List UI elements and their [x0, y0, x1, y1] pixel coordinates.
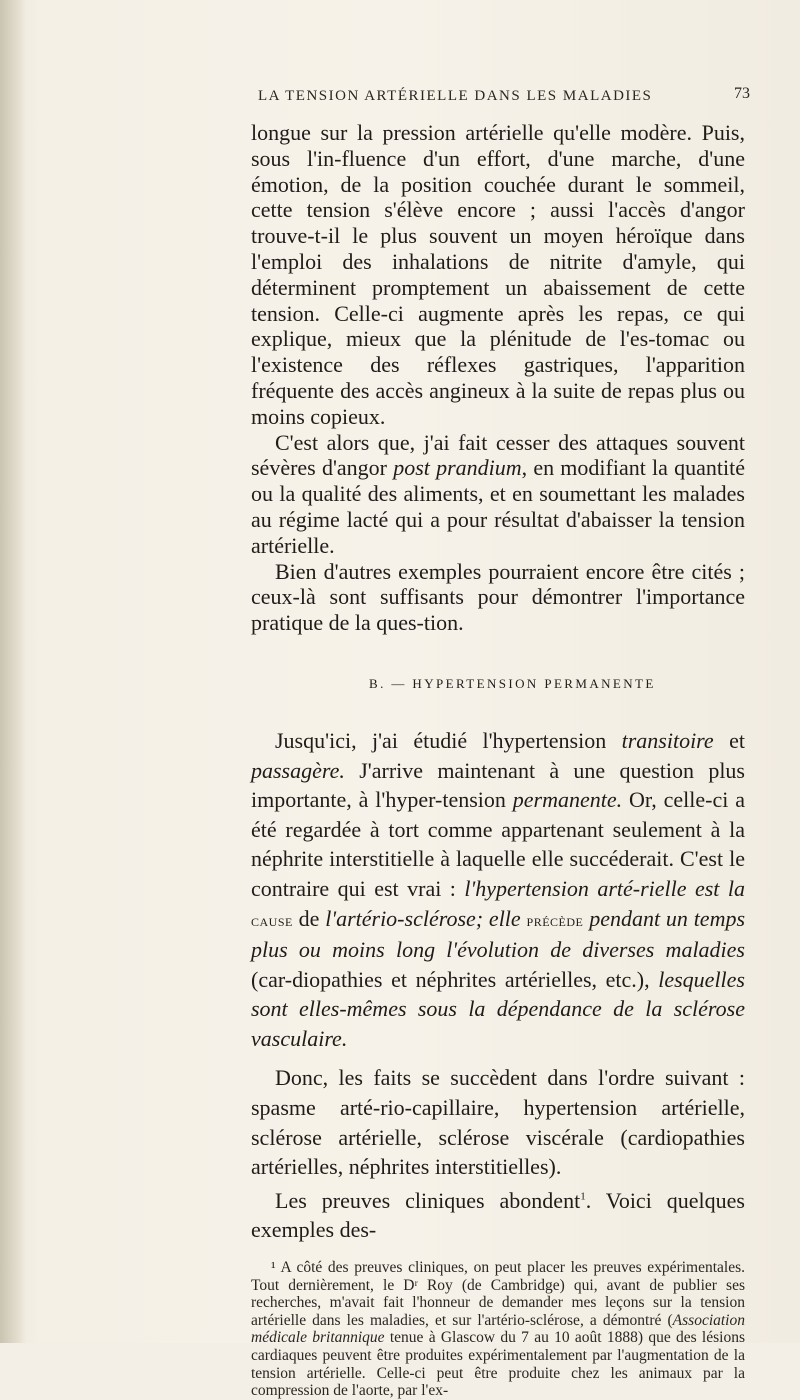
footnote-italic: Association médicale britannique — [251, 1311, 745, 1347]
paragraph-3: Bien d'autres exemples pourraient encore être cités ; ceux-là sont suffisants pour démontrer l'importance pratique de la ques-tion. — [251, 558, 745, 636]
p4-text-e: de — [292, 905, 326, 931]
p4-italic-3: permanente. — [512, 787, 623, 813]
paragraph-2 — [251, 430, 745, 559]
text-block — [251, 120, 745, 1400]
p4-text-b: et — [713, 727, 745, 753]
p4-text-f: (car-diopathies et néphrites artérielles, etc.), — [251, 966, 659, 992]
page-number: 73 — [734, 85, 750, 102]
p4-text-c: J'arrive maintenant à une question plus importante, à l'hyper-tension — [251, 757, 745, 813]
footnote-text-a: A côté des preuves cliniques, on peut placer les preuves expérimentales. Tout dernièrement, le Dʳ Roy (de Cambridge) qui, avant de publier ses recherches, m'avait fait l'honneur de demander mes leçons sur la tension artérielle dans les maladies, et sur l'artério-sclérose, a démontré ( — [251, 1259, 745, 1329]
footnote-reference: 1 — [580, 1190, 586, 1203]
p4-italic-5: l'artério-sclérose; elle — [325, 905, 521, 931]
p4-smallcaps-1: cause — [251, 910, 293, 930]
binding-shadow — [0, 0, 26, 1343]
paragraph-4 — [251, 726, 745, 1054]
paragraph-2-italic: post prandium — [393, 455, 522, 481]
paragraph-6 — [251, 1186, 745, 1245]
p4-italic-4: l'hypertension arté-rielle est la — [464, 875, 745, 901]
p6-text-b: . Voici quelques exemples des- — [251, 1187, 745, 1243]
running-title: LA TENSION ARTÉRIELLE DANS LES MALADIES — [258, 88, 653, 104]
paragraph-2-text-a: C'est alors que, j'ai fait cesser des attaques souvent sévères d'angor — [251, 429, 745, 481]
p4-italic-2: passagère. — [251, 757, 345, 783]
p6-text-a: Les preuves cliniques abondent — [275, 1187, 581, 1213]
footnote — [251, 1259, 745, 1400]
footnote-text-b: tenue à Glascow du 7 au 10 août 1888) que des lésions cardiaques peuvent être produites expérimentalement par l'augmentation de la tension artérielle. Celle-ci peut être produite chez les animaux par la compression de l'aorte, par l'ex- — [251, 1329, 745, 1400]
p4-italic-6: pendant un temps plus ou moins long l'évolution de diverses maladies — [251, 905, 746, 963]
p4-smallcaps-2: précède — [526, 910, 584, 930]
paragraph-1: longue sur la pression artérielle qu'elle modère. Puis, sous l'in-fluence d'un effort, d'une marche, d'une émotion, de la position couchée durant le sommeil, cette tension s'élève encore ; aussi l'accès d'angor trouve-t-il le plus souvent un moyen héroïque dans l'emploi des inhalations de nitrite d'amyle, qui déterminent promptement un abaissement de cette tension. Celle-ci augmente après les repas, ce qui explique, mieux que la plénitude de l'es-tomac ou l'existence des réflexes gastriques, l'apparition fréquente des accès angineux à la suite de repas plus ou moins copieux. — [251, 120, 745, 429]
p4-text-d: Or, celle-ci a été regardée à tort comme appartenant seulement à la néphrite interstitielle à laquelle elle succéderait. C'est le contraire qui est vrai : — [251, 787, 745, 901]
p4-italic-1: transitoire — [621, 727, 714, 753]
p4-italic-7: lesquelles sont elles-mêmes sous la dépendance de la sclérose vasculaire. — [251, 966, 745, 1051]
p4-text-a: Jusqu'ici, j'ai étudié l'hypertension — [275, 727, 622, 753]
footnote-marker: ¹ — [271, 1259, 276, 1277]
paragraph-5: Donc, les faits se succèdent dans l'ordre suivant : spasme arté-rio-capillaire, hypertension artérielle, sclérose artérielle, sclérose viscérale (cardiopathies artérielles, néphrites interstitielles). — [251, 1065, 745, 1180]
section-heading: B. — HYPERTENSION PERMANENTE — [369, 675, 656, 691]
paragraph-2-text-b: , en modifiant la quantité ou la qualité des aliments, et en soumettant les malades au régime lacté qui a pour résultat d'abaisser la tension artérielle. — [251, 455, 745, 558]
